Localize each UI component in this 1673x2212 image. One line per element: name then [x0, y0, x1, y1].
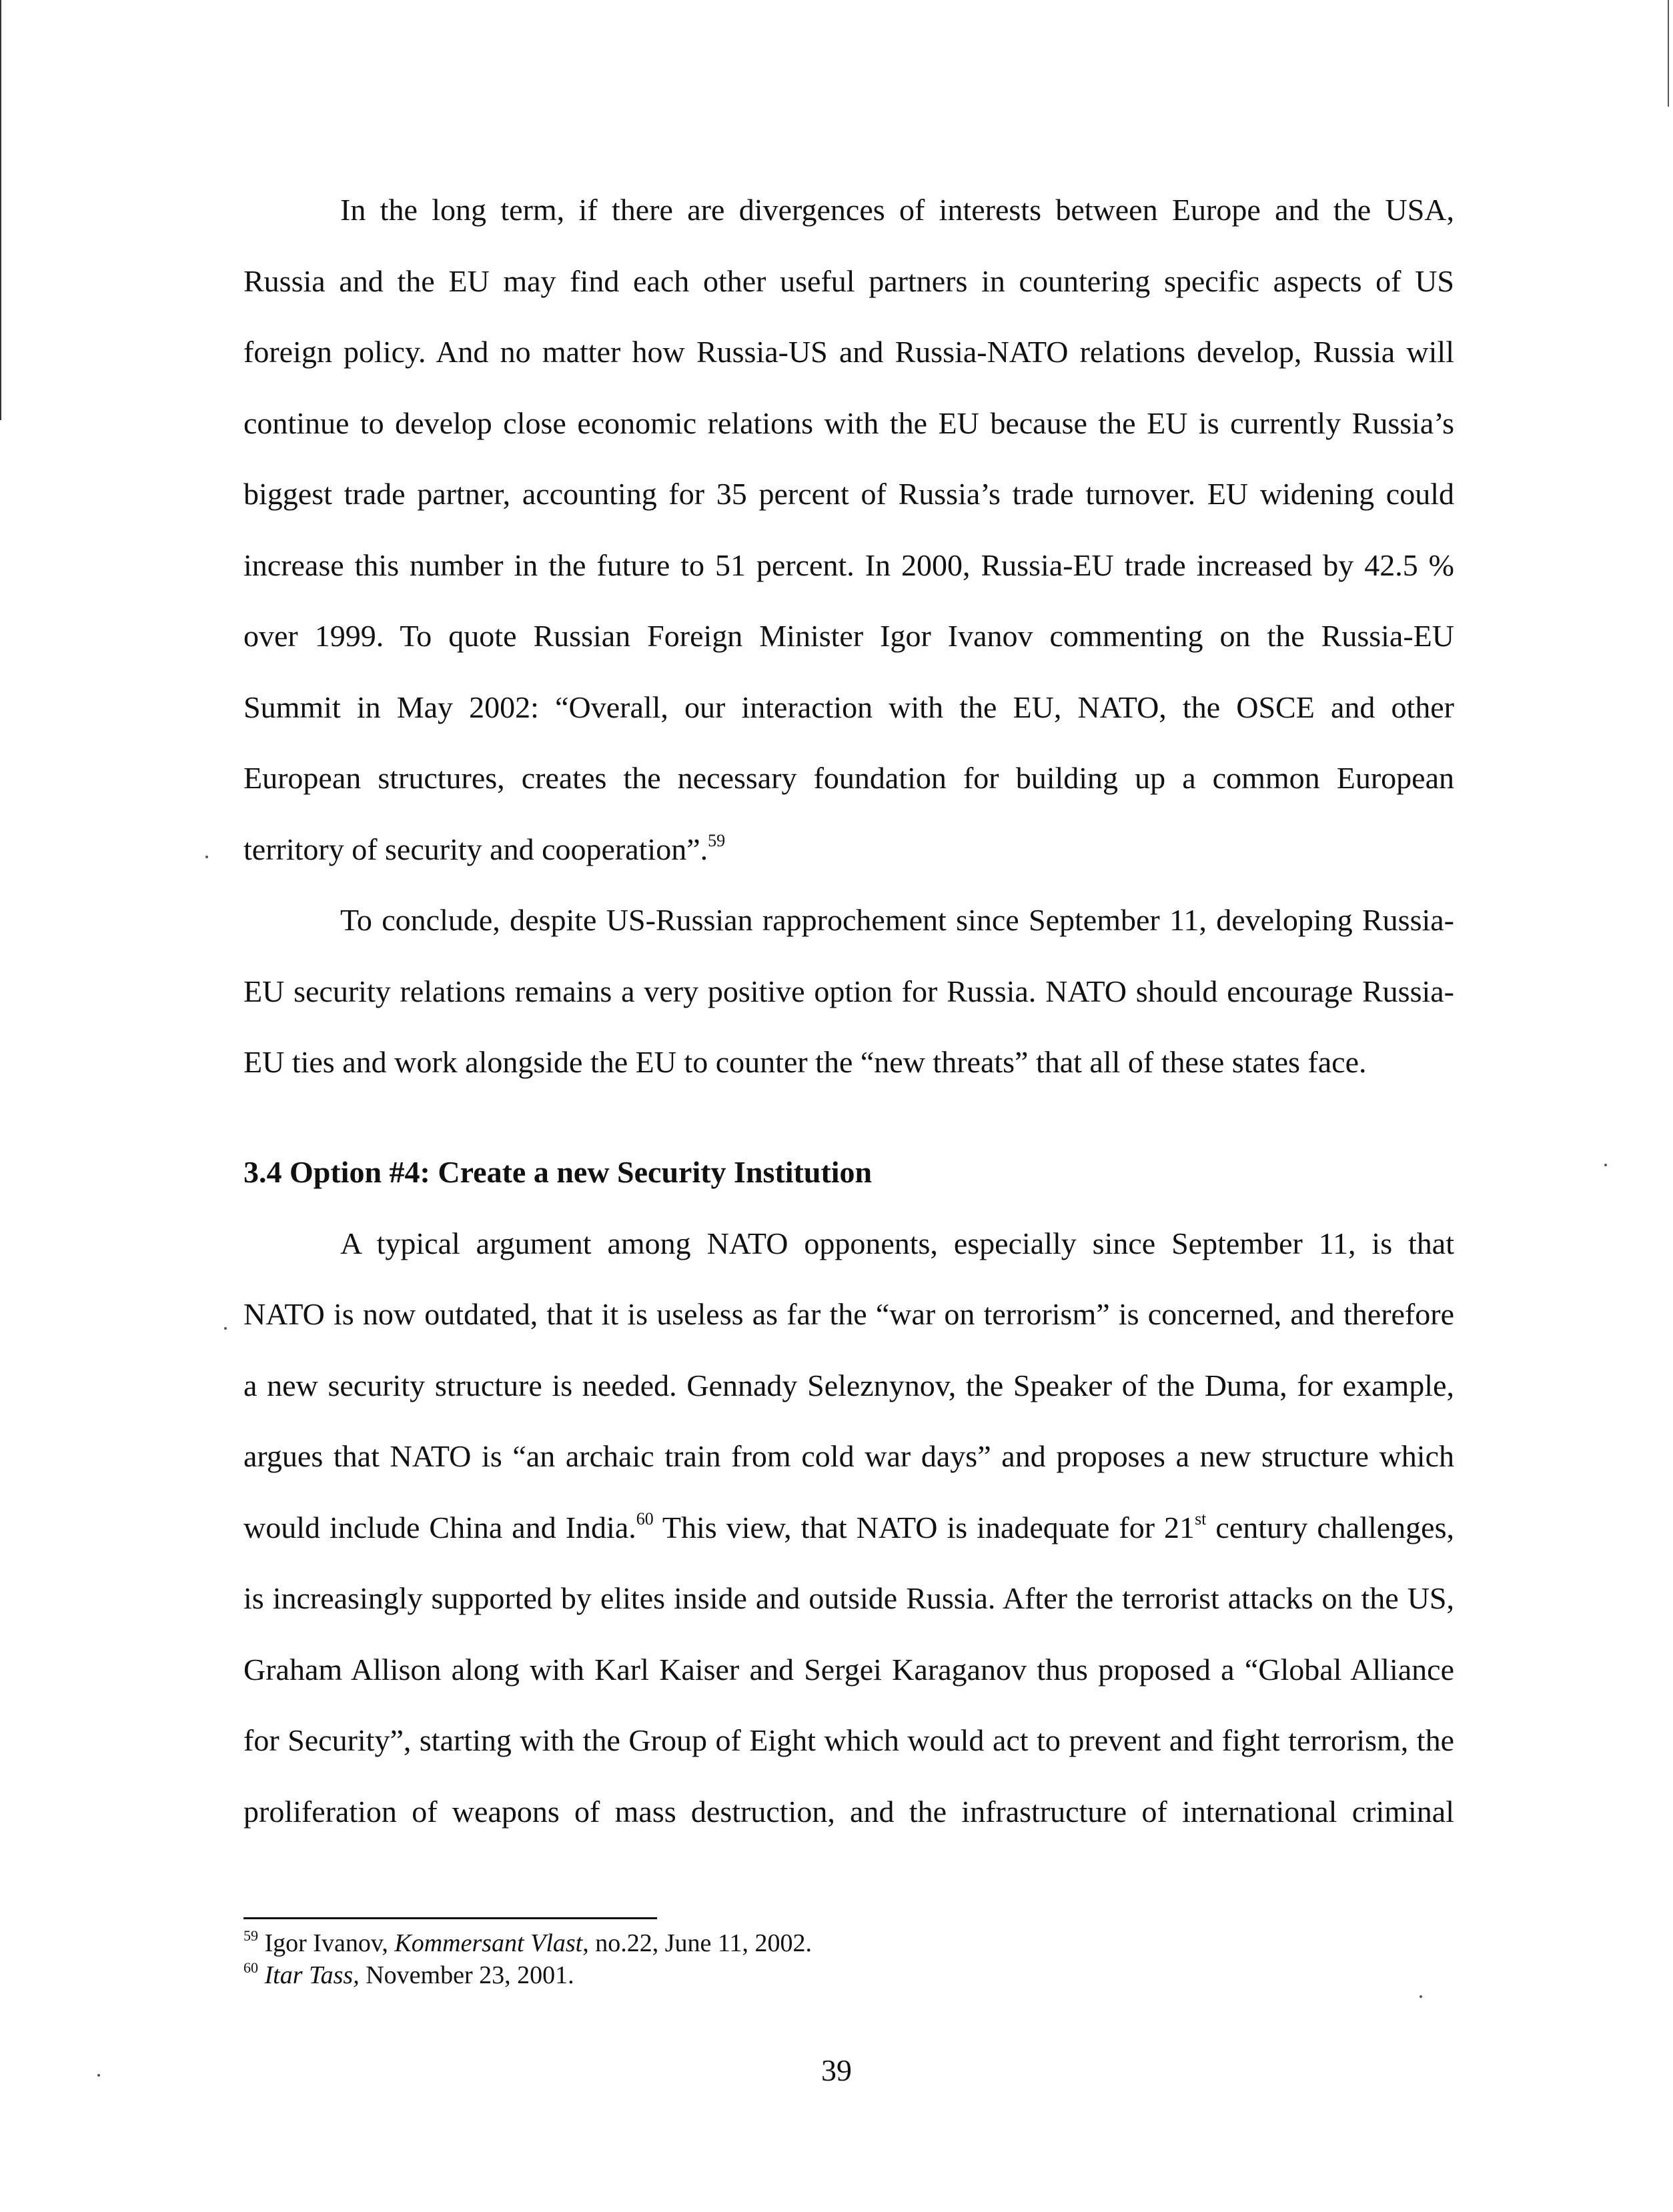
page-number: 39: [821, 2053, 852, 2087]
paragraph-line: In the long term, if there are divergences of interests between Europe and the USA,: [340, 193, 1454, 227]
paragraph-line: NATO is now outdated, that it is useless as far the “war on terrorism” is concerned, and therefore: [243, 1297, 1454, 1331]
line-text: would include China and India.: [243, 1510, 636, 1544]
paragraph-line: Russia and the EU may find each other useful partners in countering specific aspects of US: [243, 264, 1454, 298]
line-text: territory of security and cooperation”.: [243, 832, 708, 866]
paragraph-line: EU security relations remains a very positive option for Russia. NATO should encourage Russia-: [243, 974, 1454, 1008]
paragraph-line: over 1999. To quote Russian Foreign Minister Igor Ivanov commenting on the Russia-EU: [243, 619, 1454, 653]
paragraph-line: Graham Allison along with Karl Kaiser and Sergei Karaganov thus proposed a “Global Alliance: [243, 1652, 1454, 1687]
footnote-ref-59: 59: [708, 831, 726, 850]
footnote-number: 60: [243, 1959, 258, 1976]
paragraph-line: [243, 830, 1454, 870]
paragraph-line: is increasingly supported by elites inside and outside Russia. After the terrorist attacks on the US,: [243, 1581, 1454, 1615]
paragraph-line: a new security structure is needed. Gennady Seleznynov, the Speaker of the Duma, for example,: [243, 1368, 1454, 1402]
scan-edge-line-right: [1668, 0, 1669, 107]
footnote-text: November 23, 2001.: [359, 1961, 574, 1989]
paragraph-line: biggest trade partner, accounting for 35 percent of Russia’s trade turnover. EU widening could: [243, 477, 1454, 511]
footnote-source-title: Kommersant Vlast: [394, 1929, 583, 1957]
paragraph-line: foreign policy. And no matter how Russia-US and Russia-NATO relations develop, Russia will: [243, 335, 1454, 369]
paragraph-line: To conclude, despite US-Russian rapprochement since September 11, developing Russia-: [340, 903, 1454, 937]
footnote-source-title: Itar Tass,: [264, 1961, 360, 1989]
paragraph-line: A typical argument among NATO opponents, especially since September 11, is that: [340, 1226, 1454, 1260]
paragraph-line: proliferation of weapons of mass destruction, and the infrastructure of international criminal: [243, 1795, 1454, 1829]
paragraph-line: European structures, creates the necessary foundation for building up a common European: [243, 761, 1454, 795]
scan-edge-line: [0, 0, 1, 420]
section-heading: 3.4 Option #4: Create a new Security Institution: [243, 1155, 873, 1189]
paragraph-line: argues that NATO is “an archaic train from cold war days” and proposes a new structure which: [243, 1439, 1454, 1473]
paragraph-line: continue to develop close economic relations with the EU because the EU is currently Russia’s: [243, 406, 1454, 440]
paragraph-line: for Security”, starting with the Group of Eight which would act to prevent and fight terrorism, the: [243, 1723, 1454, 1757]
paragraph-line: increase this number in the future to 51 percent. In 2000, Russia-EU trade increased by 42.5 %: [243, 548, 1454, 582]
footnote-text: , no.22, June 11, 2002.: [582, 1929, 812, 1957]
line-text: century challenges,: [1206, 1510, 1454, 1544]
footnote-ref-60: 60: [636, 1509, 654, 1528]
footnote-number: 59: [243, 1927, 258, 1944]
ordinal-suffix: st: [1195, 1509, 1207, 1528]
paragraph-line: Summit in May 2002: “Overall, our interaction with the EU, NATO, the OSCE and other: [243, 690, 1454, 724]
footnote-text: Igor Ivanov,: [258, 1929, 395, 1957]
paragraph-line: EU ties and work alongside the EU to counter the “new threats” that all of these states face.: [243, 1045, 1367, 1079]
line-text: This view, that NATO is inadequate for 21: [653, 1510, 1195, 1544]
